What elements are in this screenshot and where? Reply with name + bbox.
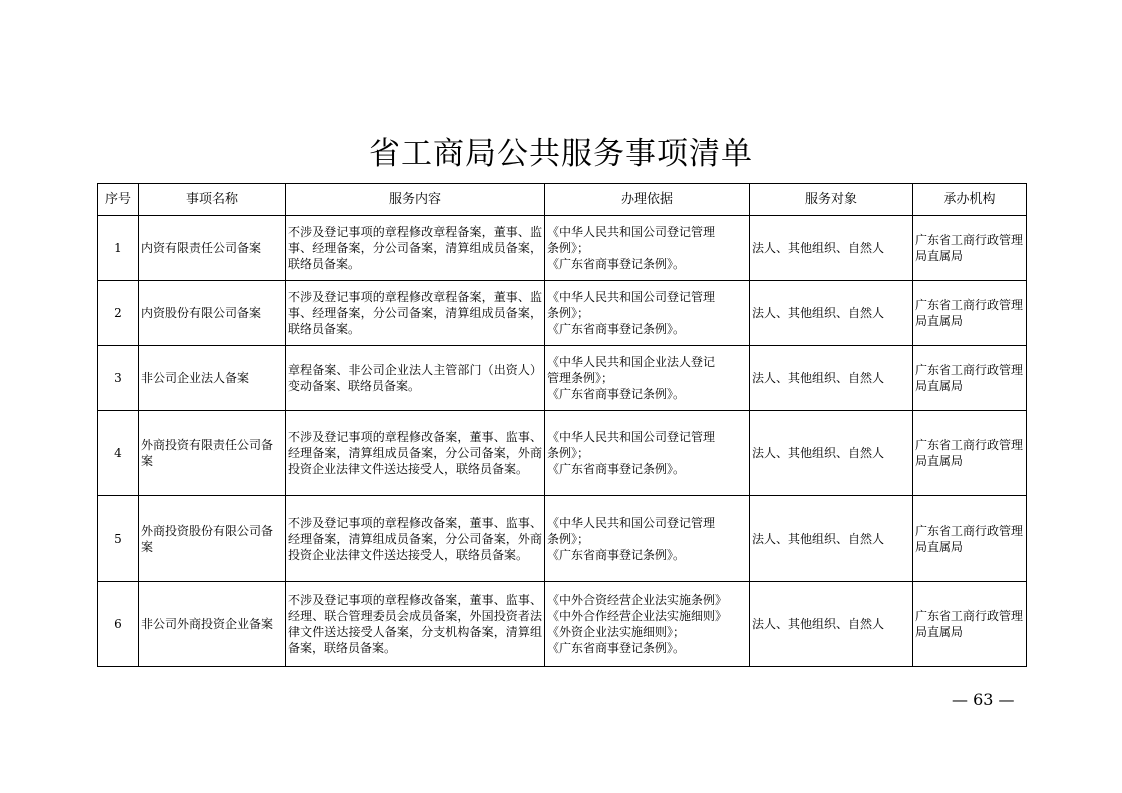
basis-line: 《广东省商事登记条例》。 [547, 462, 686, 476]
basis-line: 《中华人民共和国企业法人登记 [547, 355, 716, 369]
service-target: 法人、其他组织、自然人 [750, 411, 913, 496]
handling-org: 广东省工商行政管理局直属局 [913, 582, 1027, 667]
basis-line: 《中华人民共和国公司登记管理 [547, 225, 716, 239]
basis-line: 《中华人民共和国公司登记管理 [547, 515, 716, 530]
table-row [98, 496, 1027, 582]
item-name: 内资股份有限公司备案 [139, 281, 286, 346]
legal-basis [545, 346, 750, 411]
row-number: 1 [98, 216, 139, 281]
legal-basis [545, 281, 750, 346]
basis-line: 《中华人民共和国公司登记管理 [547, 290, 716, 304]
table-row [98, 216, 1027, 281]
item-name: 外商投资有限责任公司备案 [139, 411, 286, 496]
basis-line: 《中外合资经营企业法实施条例》 [547, 593, 728, 607]
service-content: 不涉及登记事项的章程修改章程备案，董事、监事、经理备案，分公司备案，清算组成员备案，联络员备案。 [286, 216, 545, 281]
service-content: 不涉及登记事项的章程修改章程备案，董事、监事、经理备案，分公司备案，清算组成员备案，联络员备案。 [286, 281, 545, 346]
basis-line: 《中华人民共和国公司登记管理 [547, 430, 716, 444]
basis-line: 《广东省商事登记条例》。 [547, 387, 686, 401]
header-basis: 办理依据 [545, 184, 750, 216]
table-row [98, 346, 1027, 411]
header-org: 承办机构 [913, 184, 1027, 216]
page-title: 省工商局公共服务事项清单 [369, 136, 753, 172]
basis-line: 《广东省商事登记条例》。 [547, 322, 686, 336]
legal-basis [545, 582, 750, 667]
row-number: 6 [98, 582, 139, 667]
page-number: — 63 — [952, 690, 1015, 709]
handling-org: 广东省工商行政管理局直属局 [913, 281, 1027, 346]
row-number: 5 [98, 496, 139, 582]
item-name: 非公司企业法人备案 [139, 346, 286, 411]
basis-line: 管理条例》； [547, 371, 614, 385]
service-content: 不涉及登记事项的章程修改备案，董事、监事、经理备案，清算组成员备案，分公司备案，外商投资企业法律文件送达接受人，联络员备案。 [286, 411, 545, 496]
legal-basis [545, 216, 750, 281]
legal-basis [545, 411, 750, 496]
service-content: 章程备案、非公司企业法人主管部门（出资人）变动备案、联络员备案。 [286, 346, 545, 411]
basis-line: 条例》； [547, 306, 590, 320]
item-name: 非公司外商投资企业备案 [139, 582, 286, 667]
table-row [98, 281, 1027, 346]
table-header-row [98, 184, 1027, 216]
basis-line: 条例》； [547, 241, 590, 255]
row-number: 3 [98, 346, 139, 411]
service-items-table [97, 183, 1027, 667]
header-name: 事项名称 [139, 184, 286, 216]
header-no: 序号 [98, 184, 139, 216]
item-name: 内资有限责任公司备案 [139, 216, 286, 281]
service-target: 法人、其他组织、自然人 [750, 346, 913, 411]
service-content: 不涉及登记事项的章程修改备案，董事、监事、 经理、联合管理委员会成员备案，外国投资者法律文件送达接受人备案，分支机构备案，清算组备案，联络员备案。 [286, 582, 545, 667]
legal-basis [545, 496, 750, 582]
table-row [98, 411, 1027, 496]
table-row [98, 582, 1027, 667]
header-content: 服务内容 [286, 184, 545, 216]
basis-line: 《中外合作经营企业法实施细则》 [547, 609, 728, 623]
row-number: 2 [98, 281, 139, 346]
basis-line: 《外资企业法实施细则》； [547, 625, 686, 639]
service-target: 法人、其他组织、自然人 [750, 496, 913, 582]
handling-org: 广东省工商行政管理局直属局 [913, 496, 1027, 582]
header-target: 服务对象 [750, 184, 913, 216]
item-name: 外商投资股份有限公司备案 [139, 496, 286, 582]
basis-line: 《广东省商事登记条例》。 [547, 257, 686, 271]
service-target: 法人、其他组织、自然人 [750, 216, 913, 281]
handling-org: 广东省工商行政管理局直属局 [913, 216, 1027, 281]
basis-line: 《广东省商事登记条例》。 [547, 641, 686, 655]
service-target: 法人、其他组织、自然人 [750, 582, 913, 667]
service-target: 法人、其他组织、自然人 [750, 281, 913, 346]
service-content: 不涉及登记事项的章程修改备案，董事、监事、经理备案，清算组成员备案，分公司备案，外商投资企业法律文件送达接受人，联络员备案。 [286, 496, 545, 582]
handling-org: 广东省工商行政管理局直属局 [913, 346, 1027, 411]
basis-line: 条例》； [547, 531, 590, 546]
basis-line: 条例》； [547, 446, 590, 460]
basis-line: 《广东省商事登记条例》。 [547, 547, 686, 562]
row-number: 4 [98, 411, 139, 496]
handling-org: 广东省工商行政管理局直属局 [913, 411, 1027, 496]
